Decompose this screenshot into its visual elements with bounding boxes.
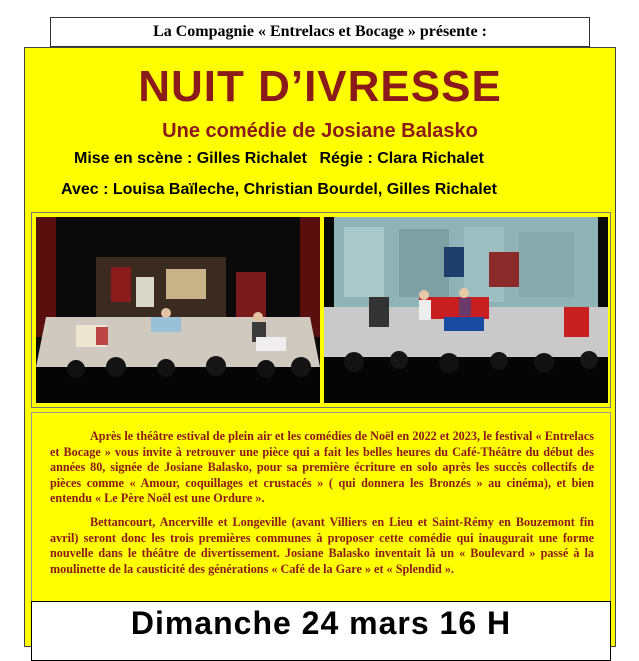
stage-photo-right: [324, 217, 608, 403]
header-text: La Compagnie « Entrelacs et Bocage » présente :: [153, 23, 487, 40]
poster: [24, 47, 616, 647]
regie-credit: Régie : Clara Richalet: [319, 150, 484, 167]
performance-date: Dimanche 24 mars 16 H: [130, 605, 512, 641]
play-title: NUIT D’IVRESSE: [138, 62, 502, 111]
direction-credit: Mise en scène : Gilles Richalet: [74, 150, 307, 167]
stage-photo-left: [36, 217, 320, 403]
paragraph-1: Après le théâtre estival de plein air et les comédies de Noël en 2022 et 2023, le festival « Entrelacs et Bocage » vous invite à retrouver une pièce qui a fait les belles heures du Café-Théâtre du début des années 80, signée de Josiane Balasko, pour sa première écriture en solo après les succès collectifs de pièces comme « Amour, coquillages et crustacés » ( qui donnera les Bronzés » au cinéma), et bien entendu « Le Père Noël est une Ordure ».: [50, 429, 594, 506]
photos-frame: [31, 212, 611, 408]
cast-line: Avec : Louisa Baïleche, Christian Bourdel, Gilles Richalet: [61, 181, 497, 198]
credits-line: [74, 150, 492, 168]
description-text: [50, 429, 594, 585]
play-subtitle: Une comédie de Josiane Balasko: [162, 120, 478, 142]
paragraph-2: Bettancourt, Ancerville et Longeville (avant Villiers en Lieu et Saint-Rémy en Bouzemont fin avril) seront donc les trois premières communes à proposer cette comédie qui inaugurait une forme nouvelle dans le théâtre de divertissement. Josiane Balasko inventait là un « Boulevard » passé à la moulinette de la causticité des générations « Café de la Gare » et « Splendid ».: [50, 514, 594, 576]
header-banner: [50, 17, 590, 47]
date-banner: [31, 601, 611, 661]
